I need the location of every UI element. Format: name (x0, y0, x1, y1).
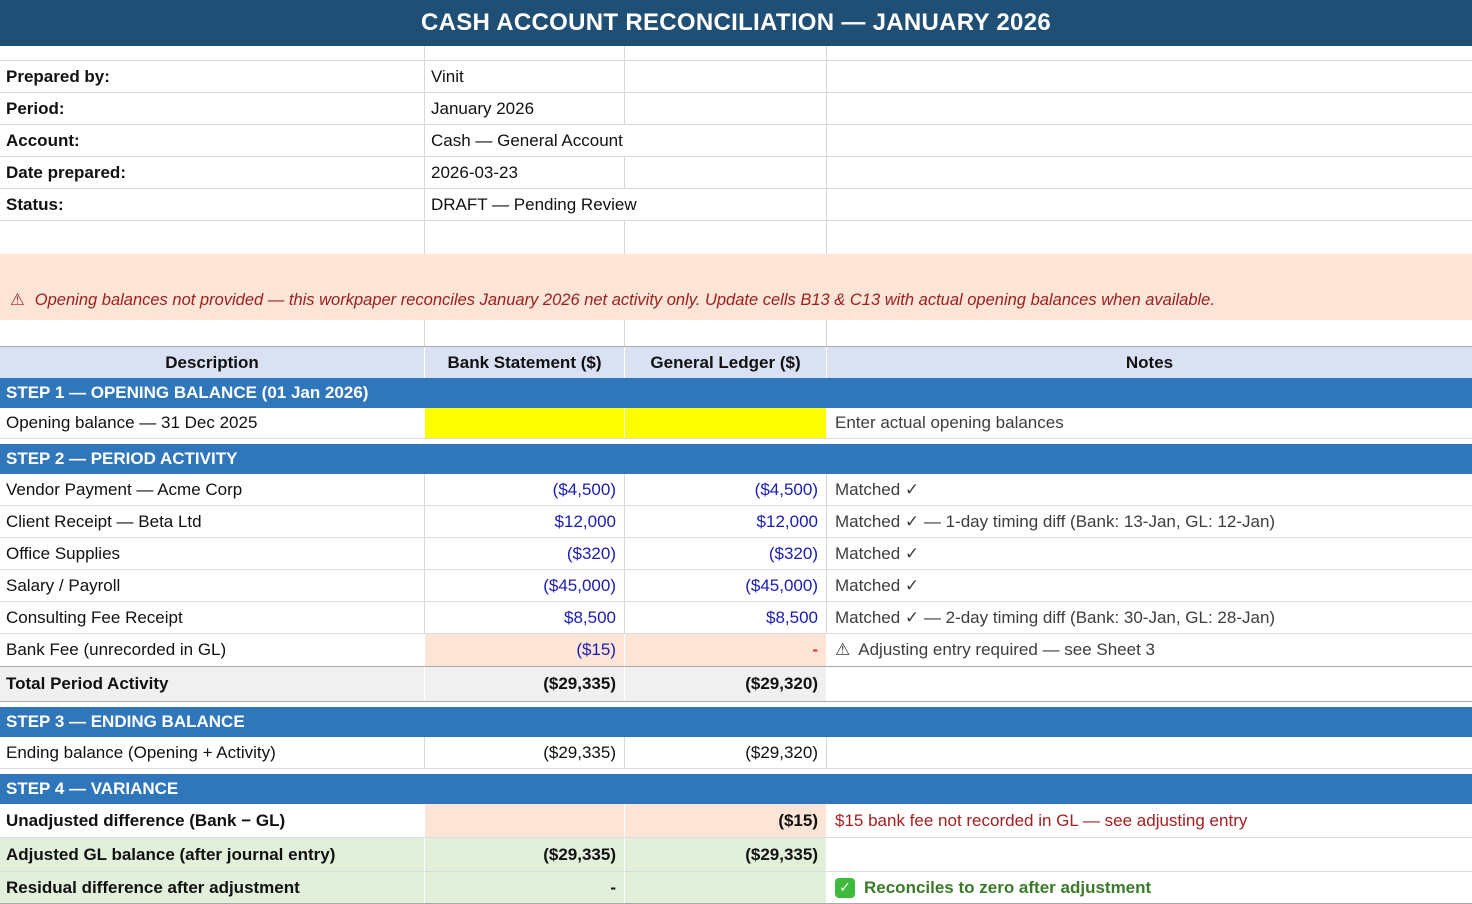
ending-balance-row (0, 737, 1472, 769)
bank-cell[interactable]: ($45,000) (425, 570, 625, 601)
info-label: Account: (0, 125, 425, 156)
gl-cell[interactable]: - (625, 634, 827, 666)
residual-difference-row (0, 872, 1472, 904)
bank-cell[interactable]: ($29,335) (425, 667, 625, 701)
empty-cell[interactable] (625, 61, 827, 92)
notes-cell[interactable] (827, 737, 1472, 768)
notes-cell[interactable]: Matched ✓ (835, 575, 920, 595)
bank-cell[interactable]: $8,500 (425, 602, 625, 633)
total-period-activity-row (0, 666, 1472, 702)
description-cell[interactable]: Bank Fee (unrecorded in GL) (0, 634, 425, 666)
bank-cell[interactable]: ($4,500) (425, 474, 625, 505)
column-header-row (0, 346, 1472, 378)
activity-row-salary-payroll (0, 570, 1472, 602)
empty-cell[interactable] (625, 93, 827, 124)
date-prepared-cell[interactable]: 2026-03-23 (425, 157, 625, 188)
description-cell[interactable]: Client Receipt — Beta Ltd (0, 506, 425, 537)
spacer-row (0, 221, 1472, 254)
step1-section-header[interactable]: STEP 1 — OPENING BALANCE (01 Jan 2026) (0, 378, 1472, 408)
spacer-row (0, 46, 1472, 61)
notes-text: Adjusting entry required — see Sheet 3 (858, 640, 1155, 659)
notes-text: Reconciles to zero after adjustment (864, 877, 1152, 897)
info-row-prepared-by (0, 61, 1472, 93)
activity-row-client-receipt (0, 506, 1472, 538)
prepared-by-cell[interactable]: Vinit (425, 61, 625, 92)
bank-cell[interactable]: $12,000 (425, 506, 625, 537)
status-cell[interactable]: DRAFT — Pending Review (425, 189, 827, 220)
step2-section-header[interactable]: STEP 2 — PERIOD ACTIVITY (0, 444, 1472, 474)
notes-cell[interactable]: Matched ✓ (835, 543, 920, 563)
bank-cell[interactable]: ($29,335) (425, 838, 625, 871)
info-label: Prepared by: (0, 61, 425, 92)
gl-cell[interactable]: ($4,500) (625, 474, 827, 505)
info-label: Date prepared: (0, 157, 425, 188)
gl-cell[interactable]: ($45,000) (625, 570, 827, 601)
info-row-period (0, 93, 1472, 125)
bank-cell[interactable]: - (425, 872, 625, 903)
description-cell[interactable]: Adjusted GL balance (after journal entry) (0, 838, 425, 871)
description-cell[interactable]: Consulting Fee Receipt (0, 602, 425, 633)
notes-cell[interactable]: $15 bank fee not recorded in GL — see adjusting entry (835, 810, 1248, 830)
notes-cell[interactable] (827, 872, 1472, 903)
opening-balance-row (0, 408, 1472, 439)
bank-cell[interactable]: ($15) (425, 634, 625, 666)
activity-row-bank-fee (0, 634, 1472, 666)
warning-icon: ⚠ (10, 291, 25, 309)
title-bar (0, 0, 1472, 46)
info-row-account (0, 125, 1472, 157)
description-cell[interactable]: Unadjusted difference (Bank − GL) (0, 804, 425, 837)
check-icon: ✓ (835, 878, 855, 898)
warning-text: Opening balances not provided — this workpaper reconciles January 2026 net activity only. Update cells B13 & C13 with actual opening balances when available. (34, 291, 1215, 309)
account-cell[interactable]: Cash — General Account (425, 125, 827, 156)
step4-section-header[interactable]: STEP 4 — VARIANCE (0, 774, 1472, 804)
gl-cell[interactable] (625, 872, 827, 903)
header-description[interactable]: Description (0, 347, 425, 378)
gl-cell[interactable]: ($29,320) (625, 737, 827, 768)
info-row-status (0, 189, 1472, 221)
page-title: CASH ACCOUNT RECONCILIATION — JANUARY 2026 (420, 9, 1051, 36)
period-cell[interactable]: January 2026 (425, 93, 625, 124)
opening-bank-input-cell[interactable] (425, 408, 625, 438)
info-row-date-prepared (0, 157, 1472, 189)
activity-row-office-supplies (0, 538, 1472, 570)
warning-banner (0, 254, 1472, 320)
bank-cell[interactable] (425, 804, 625, 837)
unadjusted-difference-row (0, 804, 1472, 838)
gl-cell[interactable]: $12,000 (625, 506, 827, 537)
notes-cell[interactable]: Matched ✓ — 1-day timing diff (Bank: 13-Jan, GL: 12-Jan) (835, 511, 1276, 531)
description-cell[interactable]: Total Period Activity (0, 667, 425, 701)
notes-cell[interactable] (827, 634, 1472, 666)
info-label: Period: (0, 93, 425, 124)
activity-row-consulting-fee (0, 602, 1472, 634)
gl-cell[interactable]: ($15) (625, 804, 827, 837)
description-cell[interactable]: Vendor Payment — Acme Corp (0, 474, 425, 505)
empty-cell[interactable] (625, 157, 827, 188)
description-cell[interactable]: Salary / Payroll (0, 570, 425, 601)
header-general-ledger[interactable]: General Ledger ($) (625, 347, 827, 378)
description-cell[interactable]: Ending balance (Opening + Activity) (0, 737, 425, 768)
gl-cell[interactable]: $8,500 (625, 602, 827, 633)
notes-cell[interactable]: Matched ✓ — 2-day timing diff (Bank: 30-Jan, GL: 28-Jan) (835, 607, 1276, 627)
notes-cell[interactable] (827, 838, 1472, 871)
activity-row-vendor-payment (0, 474, 1472, 506)
description-cell[interactable]: Office Supplies (0, 538, 425, 569)
info-label: Status: (0, 189, 425, 220)
notes-cell[interactable] (827, 667, 1472, 701)
step3-section-header[interactable]: STEP 3 — ENDING BALANCE (0, 707, 1472, 737)
notes-cell[interactable]: Enter actual opening balances (835, 413, 1064, 432)
spacer-row (0, 320, 1472, 346)
notes-cell[interactable]: Matched ✓ (835, 479, 920, 499)
description-cell[interactable]: Residual difference after adjustment (0, 872, 425, 903)
header-bank-statement[interactable]: Bank Statement ($) (425, 347, 625, 378)
bank-cell[interactable]: ($29,335) (425, 737, 625, 768)
header-notes[interactable]: Notes (827, 347, 1472, 378)
adjusted-gl-balance-row (0, 838, 1472, 872)
gl-cell[interactable]: ($29,335) (625, 838, 827, 871)
opening-gl-input-cell[interactable] (625, 408, 827, 438)
gl-cell[interactable]: ($320) (625, 538, 827, 569)
bank-cell[interactable]: ($320) (425, 538, 625, 569)
description-cell[interactable]: Opening balance — 31 Dec 2025 (0, 408, 425, 438)
gl-cell[interactable]: ($29,320) (625, 667, 827, 701)
warning-icon: ⚠ (835, 640, 851, 659)
